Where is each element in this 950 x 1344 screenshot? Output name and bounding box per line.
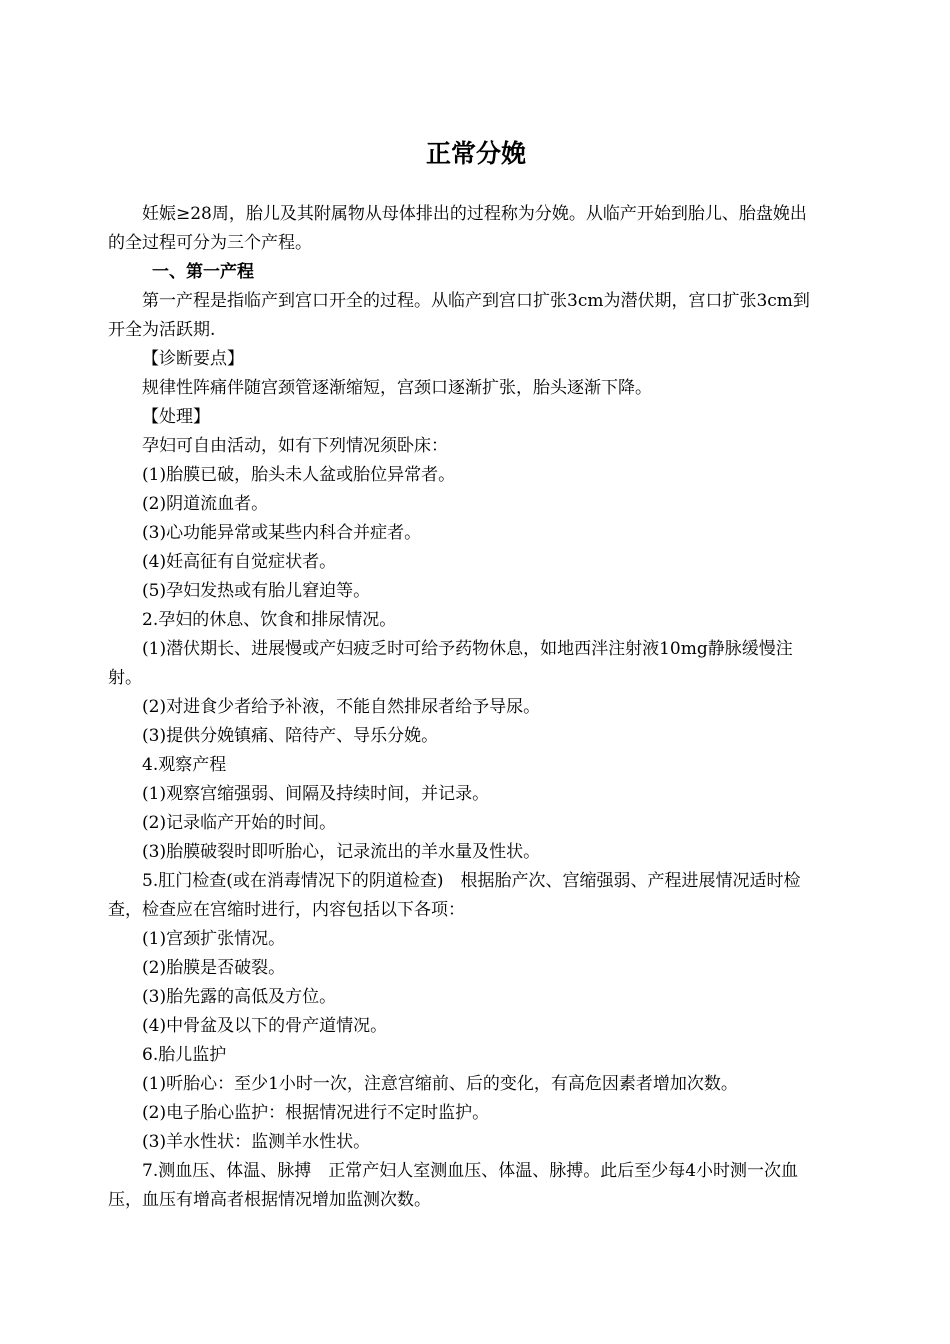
list-item: (1)宫颈扩张情况。 [142,929,286,949]
list-item: (2)对进食少者给予补液，不能自然排尿者给予导尿。 [142,697,541,717]
fetal-heading: 6.胎儿监护 [142,1045,227,1065]
diagnosis-text: 规律性阵痛伴随宫颈管逐渐缩短，宫颈口逐渐扩张，胎头逐渐下降。 [142,378,652,398]
exam-paragraph: 5.肛门检查(或在消毒情况下的阴道检查) 根据胎产次、宫缩强弱、产程进展情况适时检查，检查应在宫缩时进行，内容包括以下各项： [108,871,801,920]
list-item: (3)心功能异常或某些内科合并症者。 [142,523,422,543]
list-item: (5)孕妇发热或有胎儿窘迫等。 [142,581,371,601]
list-item: (1)观察宫缩强弱、间隔及持续时间，并记录。 [142,784,490,804]
list-item: (3)羊水性状：监测羊水性状。 [142,1132,371,1152]
section-heading: 一、第一产程 [152,262,254,282]
list-item: (2)记录临产开始的时间。 [142,813,337,833]
list-item: (4)中骨盆及以下的骨产道情况。 [142,1016,388,1036]
list-item: (1)潜伏期长、进展慢或产妇疲乏时可给予药物休息，如地西泮注射液10mg静脉缓慢注射。 [108,639,793,688]
vitals-paragraph: 7.测血压、体温、脉搏 正常产妇人室测血压、体温、脉搏。此后至少每4小时测一次血压，血压有增高者根据情况增加监测次数。 [108,1161,799,1210]
intro-paragraph: 妊娠≥28周，胎儿及其附属物从母体排出的过程称为分娩。从临产开始到胎儿、胎盘娩出的全过程可分为三个产程。 [108,204,807,253]
list-item: (1)听胎心：至少1小时一次，注意宫缩前、后的变化，有高危因素者增加次数。 [142,1074,738,1094]
list-item: (1)胎膜已破，胎头未人盆或胎位异常者。 [142,465,456,485]
list-item: (3)胎先露的高低及方位。 [142,987,337,1007]
treatment-intro: 孕妇可自由活动，如有下列情况须卧床： [142,436,448,456]
list-item: (3)提供分娩镇痛、陪待产、导乐分娩。 [142,726,439,746]
document-body [108,200,814,1215]
rest-heading: 2.孕妇的休息、饮食和排尿情况。 [142,610,397,630]
list-item: (2)胎膜是否破裂。 [142,958,286,978]
treatment-label: 【处理】 [142,407,210,427]
diagnosis-label: 【诊断要点】 [142,349,244,369]
definition-paragraph: 第一产程是指临产到宫口开全的过程。从临产到宫口扩张3cm为潜伏期，宫口扩张3cm到开全为活跃期. [108,291,810,340]
list-item: (4)妊高征有自觉症状者。 [142,552,337,572]
list-item: (3)胎膜破裂时即听胎心，记录流出的羊水量及性状。 [142,842,541,862]
list-item: (2)电子胎心监护：根据情况进行不定时监护。 [142,1103,490,1123]
page-title: 正常分娩 [425,139,526,168]
observe-heading: 4.观察产程 [142,755,227,775]
list-item: (2)阴道流血者。 [142,494,269,514]
